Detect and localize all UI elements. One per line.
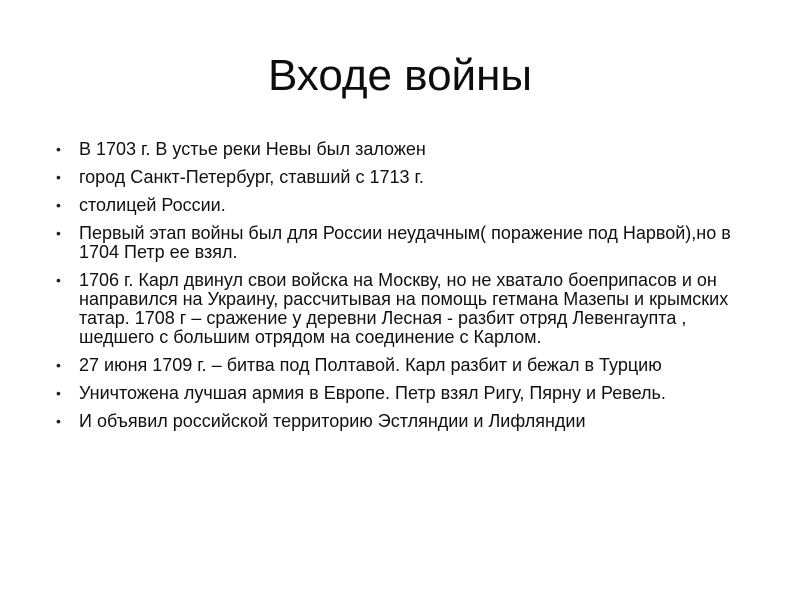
bullet-text: 27 июня 1709 г. – битва под Полтавой. Карл разбит и бежал в Турцию bbox=[79, 355, 662, 375]
bullet-item bbox=[56, 271, 746, 347]
bullet-icon: • bbox=[56, 141, 61, 157]
bullet-text: И объявил российской территорию Эстляндии и Лифляндии bbox=[79, 411, 586, 431]
bullet-icon: • bbox=[56, 385, 61, 401]
bullet-item bbox=[56, 196, 746, 215]
bullet-text: Первый этап войны был для России неудачным( поражение под Нарвой),но в 1704 Петр ее взял. bbox=[79, 223, 731, 262]
bullet-item bbox=[56, 168, 746, 187]
slide-title: Входе войны bbox=[267, 51, 533, 100]
bullet-item bbox=[56, 356, 746, 375]
bullet-icon: • bbox=[56, 357, 61, 373]
bullet-text: город Санкт-Петербург, ставший с 1713 г. bbox=[79, 167, 424, 187]
bullet-icon: • bbox=[56, 225, 61, 241]
bullet-icon: • bbox=[56, 413, 61, 429]
bullet-item bbox=[56, 384, 746, 403]
bullet-item bbox=[56, 224, 746, 262]
bullet-item bbox=[56, 140, 746, 159]
bullet-text: столицей России. bbox=[79, 195, 226, 215]
bullet-text: Уничтожена лучшая армия в Европе. Петр взял Ригу, Пярну и Ревель. bbox=[79, 383, 666, 403]
bullet-item bbox=[56, 412, 746, 431]
bullet-text: 1706 г. Карл двинул свои войска на Москву, но не хватало боеприпасов и он направился на Украину, рассчитывая на помощь гетмана Мазепы и крымских татар. 1708 г – сражение у деревни Лесная - разбит отряд Левенгаупта , шедшего с большим отрядом на соединение с Карлом. bbox=[79, 270, 729, 347]
bullet-icon: • bbox=[56, 197, 61, 213]
bullet-list bbox=[56, 140, 746, 440]
bullet-text: В 1703 г. В устье реки Невы был заложен bbox=[79, 139, 426, 159]
bullet-icon: • bbox=[56, 169, 61, 185]
bullet-icon: • bbox=[56, 272, 61, 288]
